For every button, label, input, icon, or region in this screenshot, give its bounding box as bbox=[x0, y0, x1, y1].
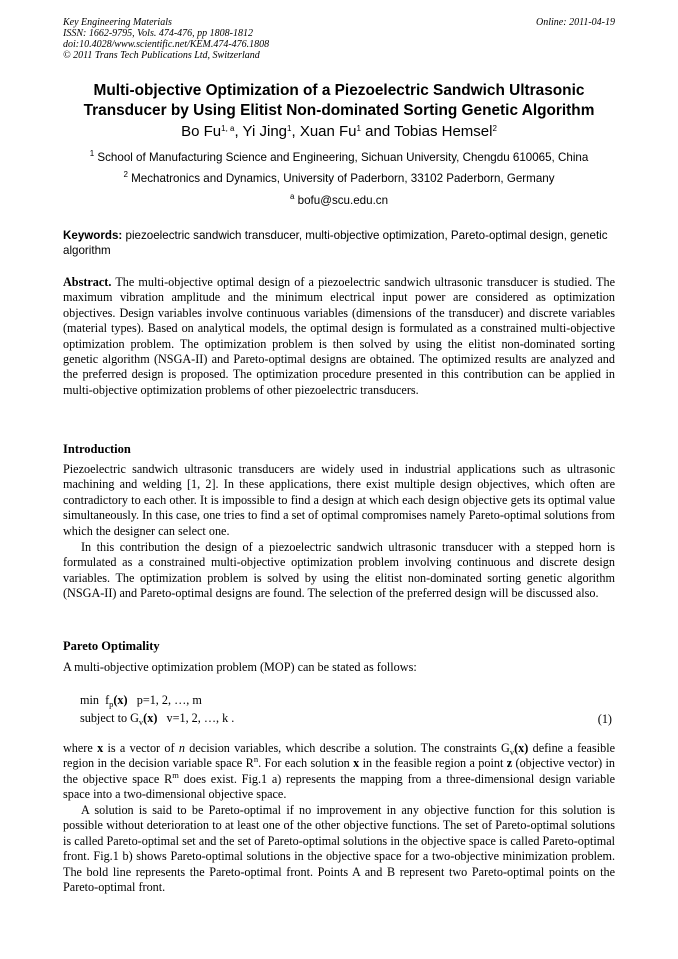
var-g-sub: v bbox=[509, 747, 515, 757]
affiliation-text: School of Manufacturing Science and Engineering, Sichuan University, Chengdu 610065, China bbox=[97, 151, 589, 164]
pareto-paragraph-1 bbox=[63, 741, 615, 803]
paper-title bbox=[63, 81, 615, 121]
author-name: Yi Jing bbox=[242, 123, 288, 140]
doi-line: doi:10.4028/www.scientific.net/KEM.474-476.1808 bbox=[63, 39, 270, 50]
pareto-paragraph-2: A solution is said to be Pareto-optimal if no improvement in any objective function for this solution is possible without deterioration to at least one of the other objective functions. The set of Pareto-optimal solutions is called Pareto-optimal set and the set of Pareto-optimal solutions in the objective space is called Pareto-optimal front. Fig.1 b) shows Pareto-optimal solutions in the objective space for a two-objective minimization problem. The bold line represents the Pareto-optimal front. Points A and B represent two Pareto-optimal points on the Pareto-optimal front. bbox=[63, 803, 615, 895]
eq-f: f bbox=[105, 693, 110, 707]
abstract bbox=[63, 275, 615, 398]
eq-g-sub: v bbox=[138, 717, 144, 727]
affiliation-2 bbox=[63, 172, 615, 186]
author-list bbox=[63, 122, 615, 142]
journal-header bbox=[63, 17, 269, 61]
introduction-paragraph: Piezoelectric sandwich ultrasonic transducers are widely used in industrial applications such as ultrasonic machining and welding [1, 2]. In these applications, there exist multiple design objectives, which often are contradictory to each other. It is impossible to find a design at which each design objective gets its optimal value simultaneously. In this case, one tries to find a set of optimal compromises namely Pareto-optimal solutions from which the designer can select one. bbox=[63, 462, 615, 538]
author-superscript: 1 bbox=[287, 124, 292, 133]
text-run: where bbox=[63, 741, 98, 755]
author-name: Xuan Fu bbox=[299, 123, 357, 140]
var-x: x bbox=[97, 741, 104, 755]
author-separator: , bbox=[291, 123, 300, 140]
copyright-line: © 2011 Trans Tech Publications Ltd, Switzerland bbox=[63, 50, 260, 61]
eq-f-sub: p bbox=[109, 699, 114, 709]
text-run: is a vector of bbox=[103, 741, 179, 755]
equation-line-2 bbox=[80, 710, 234, 726]
text-run: decision variables, which describe a solution. The constraints bbox=[184, 741, 502, 755]
eq-x: (x) bbox=[143, 711, 158, 725]
eq-range: p=1, 2, …, m bbox=[136, 693, 202, 707]
keywords-label: Keywords: bbox=[63, 229, 123, 242]
introduction-paragraph: In this contribution the design of a piezoelectric sandwich ultrasonic transducer with a stepped horn is formulated as a constrained multi-objective optimization problem involving continuous and discrete design variables. The optimization problem is solved by using the elitist non-dominated sorting genetic algorithm (NSGA-II) and Pareto-optimal designs are found. The selection of the preferred design will be discussed also. bbox=[63, 540, 615, 601]
eq-subject: subject to bbox=[80, 711, 128, 725]
eq-min: min bbox=[80, 693, 99, 707]
pareto-heading: Pareto Optimality bbox=[63, 639, 160, 653]
pareto-intro: A multi-objective optimization problem (MOP) can be stated as follows: bbox=[63, 660, 417, 674]
affiliation-superscript: 2 bbox=[123, 170, 128, 179]
var-n: n bbox=[178, 741, 185, 755]
text-run: . For each solution bbox=[258, 756, 354, 771]
email-text: bofu@scu.edu.cn bbox=[297, 194, 389, 207]
issn-line: ISSN: 1662-9795, Vols. 474-476, pp 1808-1812 bbox=[63, 28, 253, 39]
var-gx: (x) bbox=[514, 741, 529, 755]
author-separator: , bbox=[234, 123, 243, 140]
sup-n: n bbox=[253, 754, 259, 765]
author-superscript: 1, a bbox=[221, 124, 235, 133]
equation-line-1 bbox=[80, 692, 202, 708]
author-superscript: 2 bbox=[492, 124, 497, 133]
title-line-2: Transducer by Using Elitist Non-dominated Sorting Genetic Algorithm bbox=[83, 102, 595, 119]
var-z: z bbox=[506, 756, 513, 771]
author-name: Tobias Hemsel bbox=[394, 123, 493, 140]
sup-m: m bbox=[172, 769, 179, 780]
text-run: (objective vector) in the objective space R bbox=[63, 756, 615, 786]
text-run: define a feasible region in the decision variable space R bbox=[63, 741, 615, 771]
affiliation-text: Mechatronics and Dynamics, University of Paderborn, 33102 Paderborn, Germany bbox=[131, 172, 555, 185]
text-run: does exist. Fig.1 a) represents the mapping from a three-dimensional design variable space into a two-dimensional objective space. bbox=[63, 771, 615, 802]
keywords-text: piezoelectric sandwich transducer, multi-objective optimization, Pareto-optimal design, genetic algorithm bbox=[63, 229, 608, 257]
affiliation-superscript: 1 bbox=[89, 149, 95, 158]
eq-x: (x) bbox=[113, 693, 128, 707]
author-superscript: 1 bbox=[356, 124, 361, 133]
eq-g: G bbox=[130, 711, 139, 725]
author-separator: and bbox=[360, 123, 395, 140]
text-run: in the feasible region a point bbox=[359, 756, 507, 771]
online-date: Online: 2011-04-19 bbox=[536, 17, 615, 28]
journal-name: Key Engineering Materials bbox=[63, 17, 172, 28]
title-line-1: Multi-objective Optimization of a Piezoelectric Sandwich Ultrasonic bbox=[93, 82, 585, 99]
var-g: G bbox=[501, 741, 510, 755]
abstract-label: Abstract. bbox=[63, 275, 112, 289]
author-email bbox=[63, 194, 615, 208]
equation-number: (1) bbox=[597, 712, 612, 726]
eq-dot: . bbox=[231, 711, 235, 725]
affiliation-1 bbox=[63, 151, 615, 165]
introduction-heading: Introduction bbox=[63, 442, 131, 456]
author-name: Bo Fu bbox=[181, 123, 222, 140]
keywords bbox=[63, 229, 615, 258]
abstract-text: The multi-objective optimal design of a piezoelectric sandwich ultrasonic transducer is studied. The maximum vibration amplitude and the minimum electrical input power are considered as optimization objectives. Design variables involve continuous variables (dimensions of the transducer) and discrete variables (material types). Based on analytical models, the optimal design is formulated as a constrained multi-objective optimization problem. The optimization problem is then solved by using the elitist non-dominated sorting genetic algorithm (NSGA-II) and Pareto-optimal designs are obtained. The optimized results are analyzed and the preferred design is proposed. The optimization procedure presented in this contribution can be applied in multi-objective optimization problems of other piezoelectric transducers. bbox=[63, 275, 615, 397]
email-superscript: a bbox=[289, 192, 295, 201]
eq-range: v=1, 2, …, k bbox=[166, 711, 229, 725]
var-x: x bbox=[353, 756, 360, 771]
